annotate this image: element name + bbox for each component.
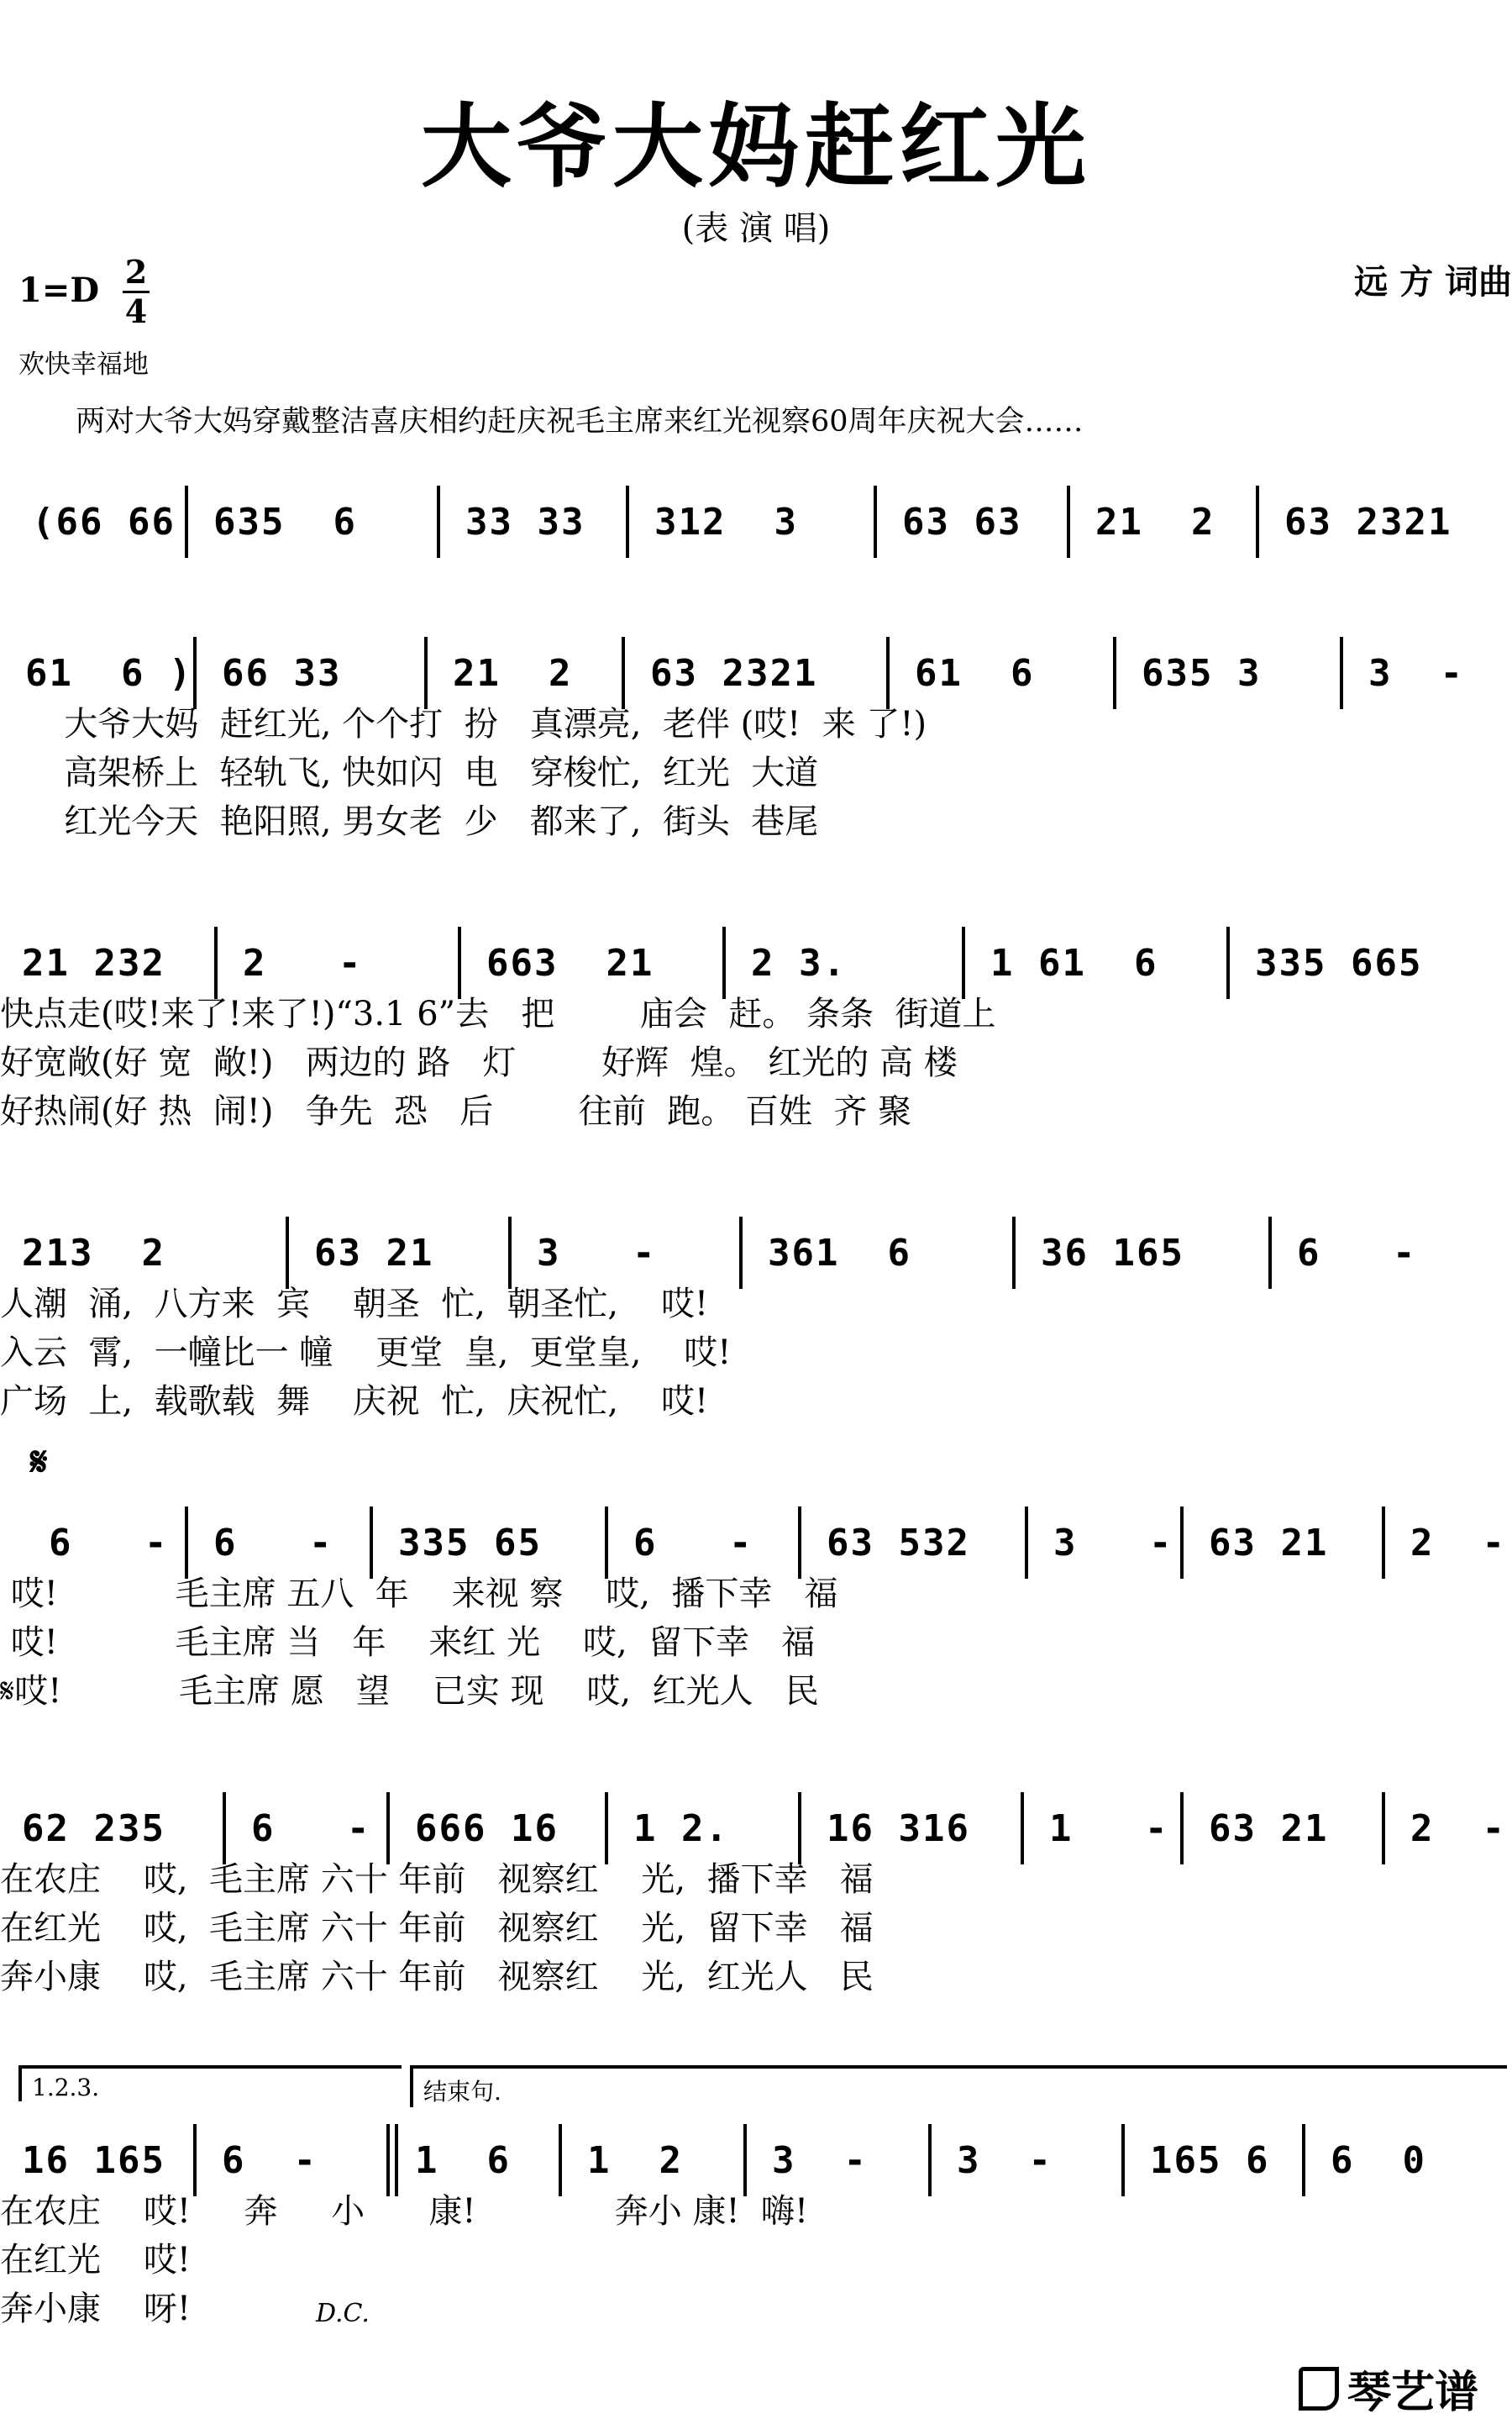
measure-notes: 63 2321 [1284,501,1452,544]
measure-notes: 635 3 [1142,652,1262,695]
barline [626,486,629,558]
subtitle: (表 演 唱) [681,209,831,248]
measure-notes: 66 33 [222,652,342,695]
measure-notes: 1 2 [587,2139,683,2182]
measure-notes: 2 - [243,942,363,985]
measure-notes: 63 21 [1209,1522,1329,1564]
lyric-line: 快点走(哎!来了!来了!)“3.1 6”去 把 庙会 赶。 条条 街道上 [0,995,996,1033]
lyric-line: 奔小康 哎, 毛主席 六十 年前 视察红 光, 红光人 民 [0,1958,874,1996]
measure-notes: 165 6 [1150,2139,1270,2182]
lyric-line: 在农庄 哎! 奔 小 康! 奔小 康! 嗨! [0,2192,809,2231]
measure-notes: 63 2321 [650,652,818,695]
time-signature [119,254,153,330]
site-logo [1299,2357,1478,2420]
barline [1113,637,1116,709]
barline [928,2124,932,2196]
barline [1180,1792,1184,1864]
measure-notes: 6 - [222,2139,318,2182]
lyric-line: 人潮 涌, 八方来 宾 朝圣 忙, 朝圣忙, 哎! [0,1285,709,1323]
measure-notes: 335 65 [398,1522,542,1564]
barline [1121,2124,1125,2196]
lyric-line: 好热闹(好 热 闹!) 争先 恐 后 往前 跑。 百姓 齐 聚 [0,1092,912,1131]
lyric-line: 入云 霄, 一幢比一 幢 更堂 皇, 更堂皇, 哎! [0,1333,732,1372]
barline [1340,637,1343,709]
measure-notes: 61 6 ) [25,652,193,695]
lyric-line: 好宽敞(好 宽 敞!) 两边的 路 灯 好辉 煌。 红光的 高 楼 [0,1044,958,1082]
lyric-line: 在红光 哎! [0,2241,191,2279]
barline [185,486,188,558]
lyric-line: 红光今天 艳阳照, 男女老 少 都来了, 街头 巷尾 [0,802,819,841]
measure-notes: 3 - [1053,1522,1173,1564]
measure-notes: 6 - [213,1522,333,1564]
barline [1180,1506,1184,1579]
notation-row [0,471,1512,571]
barline [1226,927,1230,999]
measure-notes: 62 235 [22,1807,165,1850]
measure-notes: 16 165 [22,2139,165,2182]
lyric-line: 奔小康 呀! [0,2290,191,2328]
barline [1302,2124,1305,2196]
barline [1268,1217,1272,1289]
barline [1382,1792,1385,1864]
lyric-line: 哎! 毛主席 五八 年 来视 察 哎, 播下幸 福 [0,1575,838,1613]
measure-notes: 6 - [1297,1232,1417,1275]
measure-notes: 63 63 [902,501,1022,544]
da-capo-mark: D.C. [316,2299,370,2328]
measure-notes: 1 6 [415,2139,511,2182]
measure-notes: 2 - [1410,1807,1506,1850]
measure-notes: 21 2 [453,652,573,695]
measure-notes: 16 316 [827,1807,970,1850]
lyric-line: 高架桥上 轻轨飞, 快如闪 电 穿梭忙, 红光 大道 [0,754,819,792]
measure-notes: 1 61 6 [990,942,1158,985]
segno-sign: 𝄋 [30,1438,48,1485]
meter-bottom: 4 [124,292,148,330]
barline [1021,1792,1024,1864]
measure-notes: 6 0 [1331,2139,1426,2182]
measure-notes: 1 2. [633,1807,729,1850]
logo-text: 琴艺谱 [1347,2368,1478,2418]
barline [1256,486,1259,558]
meter-top: 2 [124,253,148,291]
measure-notes: 312 3 [654,501,798,544]
measure-notes: 33 33 [465,501,585,544]
lyric-line: 𝄋哎! 毛主席 愿 望 已实 现 哎, 红光人 民 [0,1672,819,1711]
tempo-marking: 欢快幸福地 [18,350,149,380]
measure-notes: 2 3. [751,942,847,985]
measure-notes: 21 232 [22,942,165,985]
measure-notes: 63 21 [314,1232,434,1275]
measure-notes: 213 2 [22,1232,165,1275]
measure-notes: 3 - [537,1232,657,1275]
key-signature: 1=D [18,271,100,310]
barline [1067,486,1070,558]
measure-notes: 335 665 [1255,942,1423,985]
measure-notes: 666 16 [415,1807,559,1850]
barline [1025,1506,1028,1579]
lyric-line: 广场 上, 载歌载 舞 庆祝 忙, 庆祝忙, 哎! [0,1382,709,1421]
logo-icon [1299,2367,1339,2411]
intro-description: 两对大爷大妈穿戴整洁喜庆相约赶庆祝毛主席来红光视察60周年庆祝大会…… [76,405,1084,439]
composer-credit: 远 方 词曲 [1354,263,1512,302]
lyric-line: 哎! 毛主席 当 年 来红 光 哎, 留下幸 福 [0,1623,816,1662]
volta-first-ending: 1.2.3. [18,2065,402,2101]
measure-notes: 63 532 [827,1522,970,1564]
lyric-line: 大爷大妈 赶红光, 个个打 扮 真漂亮, 老伴 (哎! 来 了!) [0,705,927,744]
measure-notes: 36 165 [1041,1232,1184,1275]
barline [437,486,440,558]
measure-notes: 3 - [1368,652,1464,695]
measure-notes: (66 66 [32,501,176,544]
barline [874,486,877,558]
measure-notes: 635 6 [213,501,357,544]
measure-notes: 2 - [1410,1522,1506,1564]
measure-notes: 6 - [251,1807,371,1850]
barline [1012,1217,1016,1289]
measure-notes: 6 - [49,1522,169,1564]
lyric-line: 在农庄 哎, 毛主席 六十 年前 视察红 光, 播下幸 福 [0,1860,874,1899]
measure-notes: 3 - [772,2139,868,2182]
measure-notes: 61 6 [915,652,1035,695]
measure-notes: 1 - [1049,1807,1169,1850]
page-title: 大爷大妈赶红光 [420,95,1091,200]
measure-notes: 63 21 [1209,1807,1329,1850]
measure-notes: 21 2 [1095,501,1215,544]
barline [1382,1506,1385,1579]
measure-notes: 3 - [957,2139,1053,2182]
barline [739,1217,743,1289]
lyric-line: 在红光 哎, 毛主席 六十 年前 视察红 光, 留下幸 福 [0,1909,874,1948]
measure-notes: 6 - [633,1522,753,1564]
measure-notes: 361 6 [768,1232,911,1275]
volta-final-ending: 结束句. [410,2065,1507,2107]
measure-notes: 663 21 [486,942,654,985]
